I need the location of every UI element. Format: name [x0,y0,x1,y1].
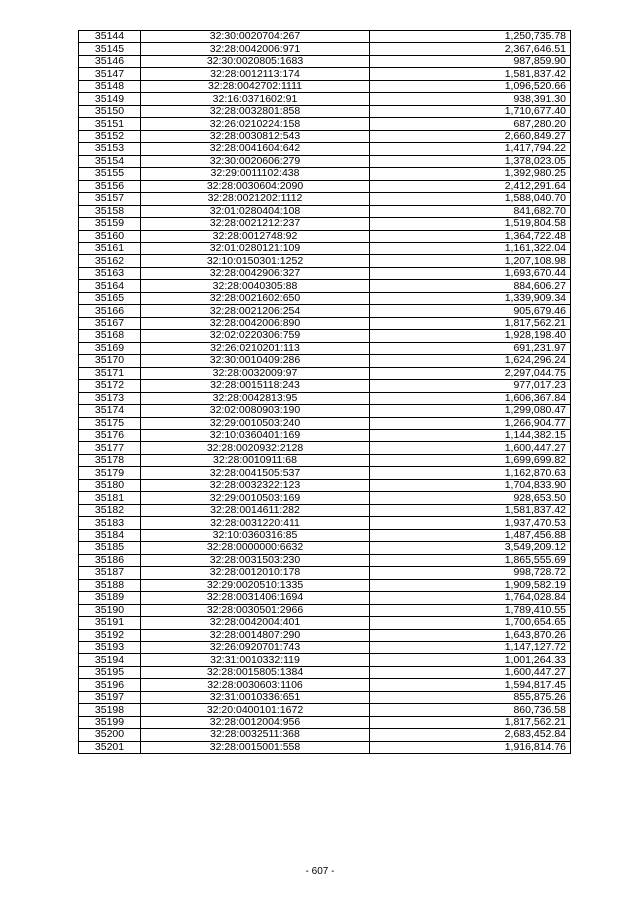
cadastral-value-cell: 1,693,670.44 [370,267,571,279]
row-number-cell: 35194 [79,654,141,666]
cadastral-value-cell: 1,339,909.34 [370,292,571,304]
cadastral-value-cell: 1,581,837.42 [370,504,571,516]
cadastral-number-cell: 32:28:0041604:642 [141,143,370,155]
cadastral-value-cell: 928,653.50 [370,492,571,504]
row-number-cell: 35197 [79,691,141,703]
cadastral-number-cell: 32:28:0012004:956 [141,716,370,728]
table-row [79,280,571,292]
table-row [79,641,571,653]
row-number-cell: 35173 [79,392,141,404]
cadastral-value-cell: 1,299,080.47 [370,405,571,417]
row-number-cell: 35181 [79,492,141,504]
cadastral-number-cell: 32:01:0280404:108 [141,205,370,217]
cadastral-value-cell: 1,606,367.84 [370,392,571,404]
cadastral-number-cell: 32:31:0010336:651 [141,691,370,703]
cadastral-value-cell: 3,549,209.12 [370,542,571,554]
table-body [79,31,571,754]
row-number-cell: 35147 [79,68,141,80]
cadastral-value-cell: 1,600,447.27 [370,666,571,678]
cadastral-number-cell: 32:28:0041505:537 [141,467,370,479]
cadastral-value-cell: 687,280.20 [370,118,571,130]
table-row [79,105,571,117]
cadastral-value-cell: 1,789,410.55 [370,604,571,616]
table-row [79,617,571,629]
cadastral-number-cell: 32:10:0360316:85 [141,529,370,541]
table-row [79,55,571,67]
cadastral-value-cell: 987,859.90 [370,55,571,67]
table-row [79,143,571,155]
cadastral-value-cell: 998,728.72 [370,567,571,579]
row-number-cell: 35176 [79,430,141,442]
cadastral-number-cell: 32:29:0020510:1335 [141,579,370,591]
row-number-cell: 35190 [79,604,141,616]
cadastral-value-cell: 1,207,108.98 [370,255,571,267]
cadastral-number-cell: 32:28:0021602:650 [141,292,370,304]
cadastral-number-cell: 32:28:0030604:2090 [141,180,370,192]
table-row [79,93,571,105]
row-number-cell: 35192 [79,629,141,641]
cadastral-number-cell: 32:02:0220306:759 [141,330,370,342]
cadastral-number-cell: 32:28:0012748:92 [141,230,370,242]
cadastral-value-cell: 1,378,023.05 [370,155,571,167]
table-row [79,255,571,267]
cadastral-value-cell: 1,710,677.40 [370,105,571,117]
cadastral-value-cell: 938,391.30 [370,93,571,105]
cadastral-value-cell: 977,017.23 [370,380,571,392]
cadastral-number-cell: 32:30:0010409:286 [141,355,370,367]
cadastral-number-cell: 32:28:0015001:558 [141,741,370,753]
row-number-cell: 35146 [79,55,141,67]
row-number-cell: 35174 [79,405,141,417]
cadastral-number-cell: 32:28:0031503:230 [141,554,370,566]
row-number-cell: 35180 [79,479,141,491]
table-row [79,267,571,279]
cadastral-value-cell: 1,519,804.58 [370,218,571,230]
row-number-cell: 35169 [79,342,141,354]
table-row [79,218,571,230]
cadastral-value-cell: 1,417,794.22 [370,143,571,155]
table-row [79,155,571,167]
cadastral-value-cell: 2,660,849.27 [370,130,571,142]
table-row [79,554,571,566]
cadastral-number-cell: 32:16:0371602:91 [141,93,370,105]
table-row [79,230,571,242]
cadastral-number-cell: 32:29:0010503:169 [141,492,370,504]
cadastral-number-cell: 32:28:0021202:1112 [141,193,370,205]
cadastral-value-cell: 1,162,870.63 [370,467,571,479]
cadastral-value-cell: 1,624,296.24 [370,355,571,367]
cadastral-number-cell: 32:01:0280121:109 [141,242,370,254]
cadastral-value-cell: 905,679.46 [370,305,571,317]
row-number-cell: 35198 [79,704,141,716]
cadastral-number-cell: 32:28:0042006:971 [141,43,370,55]
cadastral-number-cell: 32:29:0011102:438 [141,168,370,180]
cadastral-value-cell: 1,096,520.66 [370,80,571,92]
row-number-cell: 35145 [79,43,141,55]
row-number-cell: 35193 [79,641,141,653]
row-number-cell: 35161 [79,242,141,254]
cadastral-value-cell: 1,817,562.21 [370,317,571,329]
table-row [79,205,571,217]
cadastral-number-cell: 32:28:0010911:68 [141,454,370,466]
page-number: - 607 - [305,866,335,877]
table-row [79,292,571,304]
cadastral-value-table [78,30,571,754]
cadastral-value-cell: 860,736.58 [370,704,571,716]
cadastral-value-cell: 1,916,814.76 [370,741,571,753]
cadastral-number-cell: 32:26:0210224:158 [141,118,370,130]
table-row [79,492,571,504]
cadastral-number-cell: 32:28:0042702:1111 [141,80,370,92]
cadastral-number-cell: 32:30:0020805:1683 [141,55,370,67]
cadastral-value-cell: 884,606.27 [370,280,571,292]
cadastral-value-cell: 841,682.70 [370,205,571,217]
table-row [79,529,571,541]
cadastral-value-cell: 1,704,833.90 [370,479,571,491]
cadastral-number-cell: 32:28:0032801:858 [141,105,370,117]
row-number-cell: 35199 [79,716,141,728]
row-number-cell: 35163 [79,267,141,279]
row-number-cell: 35150 [79,105,141,117]
table-row [79,68,571,80]
table-row [79,43,571,55]
cadastral-value-cell: 1,865,555.69 [370,554,571,566]
cadastral-value-cell: 1,144,382.15 [370,430,571,442]
cadastral-number-cell: 32:28:0012010:178 [141,567,370,579]
cadastral-number-cell: 32:02:0080903:190 [141,405,370,417]
table-row [79,604,571,616]
cadastral-value-cell: 1,643,870.26 [370,629,571,641]
cadastral-number-cell: 32:31:0010332:119 [141,654,370,666]
cadastral-value-cell: 1,764,028.84 [370,592,571,604]
row-number-cell: 35144 [79,31,141,43]
cadastral-number-cell: 32:28:0021212:237 [141,218,370,230]
cadastral-number-cell: 32:28:0030603:1106 [141,679,370,691]
row-number-cell: 35164 [79,280,141,292]
row-number-cell: 35172 [79,380,141,392]
table-row [79,679,571,691]
row-number-cell: 35151 [79,118,141,130]
cadastral-number-cell: 32:28:0020932:2128 [141,442,370,454]
row-number-cell: 35148 [79,80,141,92]
cadastral-value-cell: 1,594,817.45 [370,679,571,691]
cadastral-number-cell: 32:28:0031220:411 [141,517,370,529]
row-number-cell: 35167 [79,317,141,329]
row-number-cell: 35155 [79,168,141,180]
row-number-cell: 35196 [79,679,141,691]
table-row [79,442,571,454]
cadastral-number-cell: 32:28:0030501:2966 [141,604,370,616]
cadastral-value-cell: 1,817,562.21 [370,716,571,728]
row-number-cell: 35166 [79,305,141,317]
cadastral-number-cell: 32:29:0010503:240 [141,417,370,429]
cadastral-number-cell: 32:28:0015118:243 [141,380,370,392]
table-row [79,741,571,753]
row-number-cell: 35187 [79,567,141,579]
cadastral-value-cell: 1,588,040.70 [370,193,571,205]
cadastral-value-cell: 1,937,470.53 [370,517,571,529]
table-row [79,592,571,604]
row-number-cell: 35171 [79,367,141,379]
row-number-cell: 35189 [79,592,141,604]
table-row [79,193,571,205]
cadastral-number-cell: 32:10:0150301:1252 [141,255,370,267]
table-row [79,380,571,392]
cadastral-value-cell: 1,392,980.25 [370,168,571,180]
row-number-cell: 35158 [79,205,141,217]
table-row [79,330,571,342]
cadastral-value-cell: 691,231.97 [370,342,571,354]
cadastral-value-cell: 1,487,456.88 [370,529,571,541]
cadastral-value-cell: 1,161,322.04 [370,242,571,254]
cadastral-number-cell: 32:30:0020704:267 [141,31,370,43]
row-number-cell: 35185 [79,542,141,554]
table-row [79,542,571,554]
table-row [79,691,571,703]
cadastral-number-cell: 32:28:0042006:890 [141,317,370,329]
cadastral-number-cell: 32:28:0042004:401 [141,617,370,629]
cadastral-value-cell: 1,600,447.27 [370,442,571,454]
cadastral-number-cell: 32:26:0920701:743 [141,641,370,653]
table-row [79,367,571,379]
cadastral-number-cell: 32:28:0030812:543 [141,130,370,142]
table-row [79,317,571,329]
cadastral-value-cell: 1,581,837.42 [370,68,571,80]
table-row [79,666,571,678]
table-row [79,479,571,491]
table-row [79,130,571,142]
cadastral-value-cell: 1,700,654.65 [370,617,571,629]
table-row [79,31,571,43]
row-number-cell: 35184 [79,529,141,541]
table-row [79,118,571,130]
cadastral-value-cell: 1,909,582.19 [370,579,571,591]
cadastral-value-cell: 2,367,646.51 [370,43,571,55]
cadastral-number-cell: 32:28:0032322:123 [141,479,370,491]
table-row [79,168,571,180]
cadastral-number-cell: 32:28:0015805:1384 [141,666,370,678]
row-number-cell: 35186 [79,554,141,566]
row-number-cell: 35170 [79,355,141,367]
cadastral-value-cell: 2,297,044.75 [370,367,571,379]
cadastral-number-cell: 32:28:0042906:327 [141,267,370,279]
row-number-cell: 35159 [79,218,141,230]
row-number-cell: 35154 [79,155,141,167]
row-number-cell: 35153 [79,143,141,155]
table-row [79,180,571,192]
cadastral-value-cell: 1,699,699.82 [370,454,571,466]
cadastral-number-cell: 32:28:0032511:368 [141,729,370,741]
table-row [79,716,571,728]
row-number-cell: 35168 [79,330,141,342]
cadastral-number-cell: 32:28:0032009:97 [141,367,370,379]
cadastral-number-cell: 32:28:0014807:290 [141,629,370,641]
row-number-cell: 35188 [79,579,141,591]
row-number-cell: 35201 [79,741,141,753]
cadastral-value-cell: 855,875.26 [370,691,571,703]
cadastral-value-cell: 2,412,291.64 [370,180,571,192]
table-row [79,80,571,92]
row-number-cell: 35165 [79,292,141,304]
row-number-cell: 35162 [79,255,141,267]
row-number-cell: 35200 [79,729,141,741]
table-row [79,355,571,367]
table-row [79,305,571,317]
row-number-cell: 35149 [79,93,141,105]
cadastral-value-cell: 1,147,127.72 [370,641,571,653]
cadastral-value-cell: 2,683,452.84 [370,729,571,741]
table-row [79,654,571,666]
cadastral-number-cell: 32:28:0040305:88 [141,280,370,292]
cadastral-number-cell: 32:28:0021206:254 [141,305,370,317]
cadastral-number-cell: 32:28:0000000:6632 [141,542,370,554]
row-number-cell: 35191 [79,617,141,629]
cadastral-number-cell: 32:30:0020606:279 [141,155,370,167]
cadastral-value-cell: 1,928,198.40 [370,330,571,342]
cadastral-number-cell: 32:20:0400101:1672 [141,704,370,716]
cadastral-number-cell: 32:28:0012113:174 [141,68,370,80]
row-number-cell: 35156 [79,180,141,192]
table-row [79,392,571,404]
cadastral-value-cell: 1,266,904.77 [370,417,571,429]
cadastral-value-cell: 1,001,264.33 [370,654,571,666]
cadastral-number-cell: 32:10:0360401:169 [141,430,370,442]
table-row [79,504,571,516]
table-row [79,342,571,354]
table-row [79,629,571,641]
row-number-cell: 35177 [79,442,141,454]
cadastral-value-cell: 1,250,735.78 [370,31,571,43]
row-number-cell: 35160 [79,230,141,242]
table-row [79,567,571,579]
row-number-cell: 35157 [79,193,141,205]
table-row [79,467,571,479]
row-number-cell: 35182 [79,504,141,516]
row-number-cell: 35183 [79,517,141,529]
table-row [79,704,571,716]
table-row [79,242,571,254]
table-row [79,405,571,417]
table-row [79,430,571,442]
cadastral-number-cell: 32:28:0031406:1694 [141,592,370,604]
cadastral-number-cell: 32:26:0210201:113 [141,342,370,354]
table-row [79,729,571,741]
row-number-cell: 35178 [79,454,141,466]
cadastral-value-cell: 1,364,722.48 [370,230,571,242]
table-row [79,454,571,466]
row-number-cell: 35175 [79,417,141,429]
cadastral-number-cell: 32:28:0014611:282 [141,504,370,516]
table-row [79,417,571,429]
row-number-cell: 35179 [79,467,141,479]
table-row [79,517,571,529]
cadastral-number-cell: 32:28:0042813:95 [141,392,370,404]
row-number-cell: 35152 [79,130,141,142]
table-row [79,579,571,591]
row-number-cell: 35195 [79,666,141,678]
